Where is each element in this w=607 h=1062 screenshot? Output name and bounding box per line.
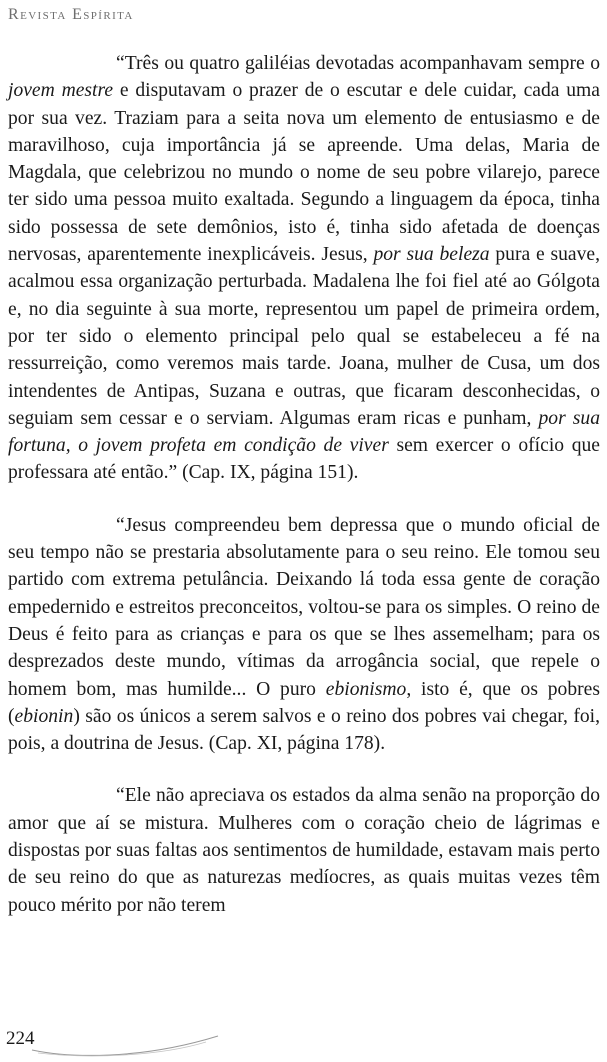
running-header: Revista Espírita: [8, 6, 134, 23]
text-run: “Jesus compreendeu bem depressa que o mundo oficial de seu tempo não se prestaria absolutamente para o seu reino. Ele tomou seu partido com extrema petulância. Deixando lá toda essa gente de coração empedernido e estreitos preconceitos, voltou-se para os simples. O reino de Deus é feito para as crianças e para os que se lhes assemelham; para os desprezados deste mundo, vítimas da arrogância social, que repele o homem bom, mas humilde... O puro: [8, 514, 600, 700]
italic-text-run: jovem mestre: [8, 80, 114, 102]
text-run: “Ele não apreciava os estados da alma senão na proporção do amor que aí se mistura. Mulheres com o coração cheio de lágrimas e dispostas por suas faltas aos sentimentos de humildade, estavam mais perto de seu reino do que as naturezas medíocres, as quais muitas vezes têm pouco mérito por não terem: [8, 785, 600, 916]
paragraph: [8, 512, 600, 758]
text-run: , isto é, que os pobres (: [8, 678, 600, 727]
page-number-swash-ornament: [30, 1030, 220, 1058]
body-text: [8, 50, 600, 919]
page-number: 224: [6, 1028, 35, 1049]
paragraph: [8, 50, 600, 487]
italic-text-run: por sua fortuna, o jovem profeta em condição de viver: [8, 407, 600, 457]
text-run: “Três ou quatro galiléias devotadas acompanhavam sempre o: [116, 53, 600, 74]
text-run: pura e suave, acalmou essa organização perturbada. Madalena lhe foi fiel até ao Gólgota e, no dia seguinte à sua morte, representou um papel de primeira ordem, por ter sido o elemento principal pelo qual se estabeleceu a fé na ressurreição, como veremos mais tarde. Joana, mulher de Cusa, um dos intendentes de Antipas, Suzana e outras, que ficaram desconhecidas, o seguiam sem cessar e o serviam. Algumas eram ricas e punham,: [8, 244, 600, 429]
italic-text-run: ebionismo: [325, 678, 407, 700]
text-run: sem exercer o ofício que professara até então.” (Cap. IX, página 151).: [8, 435, 600, 484]
text-run: e disputavam o prazer de o escutar e dele cuidar, cada uma por sua vez. Traziam para a seita nova um elemento de entusiasmo e de maravilhoso, cuja importância já se apreende. Uma delas, Maria de Magdala, que celebrizou no mundo o nome de seu pobre vilarejo, parece ter sido uma pessoa muito exaltada. Segundo a linguagem da época, tinha sido possessa de sete demônios, isto é, tinha sido afetada de doenças nervosas, aparentemente inexplicáveis. Jesus,: [8, 80, 600, 266]
text-run: ) são os únicos a serem salvos e o reino dos pobres vai chegar, foi, pois, a doutrina de Jesus. (Cap. XI, página 178).: [8, 705, 600, 755]
italic-text-run: por sua beleza: [373, 244, 490, 266]
paragraph: [8, 782, 600, 918]
italic-text-run: ebionin: [14, 705, 74, 727]
